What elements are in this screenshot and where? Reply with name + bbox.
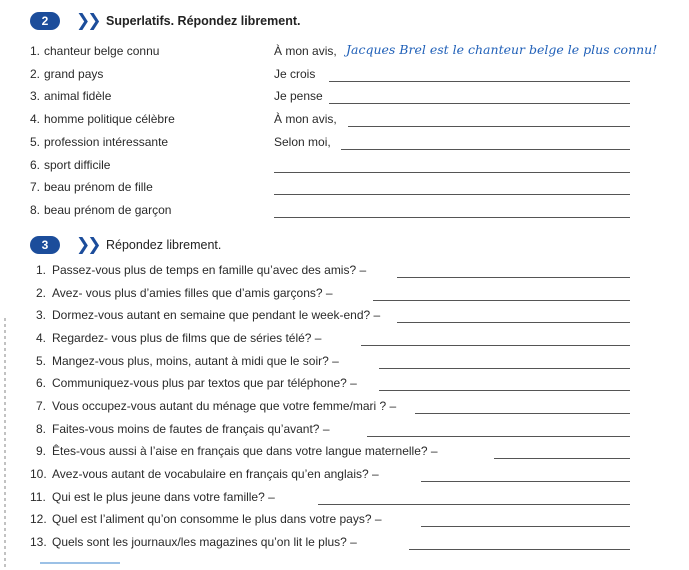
question-number: 8. bbox=[36, 421, 47, 436]
item-number: 2. bbox=[30, 66, 41, 81]
question-number: 6. bbox=[36, 376, 47, 391]
answer-line[interactable] bbox=[348, 112, 630, 127]
exercise-3-item bbox=[32, 399, 632, 415]
exercise-3-item bbox=[32, 308, 632, 324]
item-number: 5. bbox=[30, 134, 41, 149]
exercise-3-item bbox=[32, 376, 632, 392]
answer-line[interactable] bbox=[421, 467, 630, 482]
answer-line[interactable] bbox=[367, 422, 630, 437]
answer-line[interactable] bbox=[379, 376, 630, 391]
answer-line[interactable] bbox=[494, 444, 630, 459]
answer-line[interactable] bbox=[397, 263, 630, 278]
question-text: Quel est l’aliment qu’on consomme le plus dans votre pays? – bbox=[52, 512, 382, 527]
answer-line[interactable] bbox=[318, 490, 630, 505]
exercise-number-badge: 3 bbox=[30, 236, 60, 254]
question-number: 5. bbox=[36, 353, 47, 368]
answer-line[interactable] bbox=[373, 286, 630, 301]
answer-line[interactable] bbox=[329, 67, 630, 82]
answer-line[interactable] bbox=[379, 354, 630, 369]
exercise-3-item bbox=[32, 467, 632, 483]
item-prompt: chanteur belge connu bbox=[44, 44, 160, 58]
answer-starter: À mon avis, bbox=[274, 44, 337, 58]
double-chevron-right-icon: ❯❯ bbox=[76, 11, 99, 30]
exercise-3-item bbox=[32, 512, 632, 528]
answer-line[interactable] bbox=[415, 399, 630, 414]
exercise-2-header bbox=[30, 12, 430, 32]
exercise-2-item bbox=[30, 89, 635, 105]
exercise-2-item bbox=[30, 112, 635, 128]
exercise-3-item bbox=[32, 263, 632, 279]
item-prompt: beau prénom de garçon bbox=[44, 202, 172, 217]
question-text: Vous occupez-vous autant du ménage que votre femme/mari ? – bbox=[52, 398, 397, 413]
question-text: Quels sont les journaux/les magazines qu’on lit le plus? – bbox=[52, 534, 357, 549]
answer-line[interactable] bbox=[274, 180, 630, 195]
exercise-2-item bbox=[30, 203, 635, 219]
answer-starter: Je crois bbox=[274, 66, 316, 81]
item-prompt: profession intéressante bbox=[44, 134, 169, 149]
answer-line[interactable] bbox=[341, 135, 630, 150]
question-text: Qui est le plus jeune dans votre famille? – bbox=[52, 489, 275, 504]
question-text: Mangez-vous plus, moins, autant à midi que le soir? – bbox=[52, 353, 339, 368]
item-prompt: homme politique célèbre bbox=[44, 112, 175, 127]
item-number: 4. bbox=[30, 112, 41, 127]
answer-line[interactable] bbox=[274, 158, 630, 173]
question-text: Avez-vous autant de vocabulaire en français qu’en anglais? – bbox=[52, 466, 379, 481]
exercise-2-item bbox=[30, 180, 635, 196]
question-text: Dormez-vous autant en semaine que pendant le week-end? – bbox=[52, 308, 381, 323]
exercise-3-item bbox=[32, 354, 632, 370]
exercise-title: Répondez librement. bbox=[106, 238, 222, 252]
question-number: 7. bbox=[36, 398, 47, 413]
question-number: 9. bbox=[36, 444, 47, 459]
exercise-3-item bbox=[32, 286, 632, 302]
question-number: 10. bbox=[30, 466, 47, 481]
exercise-3-item bbox=[32, 535, 632, 551]
answer-line[interactable] bbox=[397, 308, 630, 323]
answer-line[interactable] bbox=[421, 512, 630, 527]
item-prompt: grand pays bbox=[44, 66, 104, 81]
answer-starter: Selon moi, bbox=[274, 134, 331, 149]
exercise-number-badge: 2 bbox=[30, 12, 60, 30]
exercise-2-item bbox=[30, 67, 635, 83]
item-prompt: sport difficile bbox=[44, 157, 111, 172]
exercise-3-item bbox=[32, 490, 632, 506]
question-number: 1. bbox=[36, 263, 47, 277]
answer-starter: Je pense bbox=[274, 89, 323, 104]
question-number: 12. bbox=[30, 512, 47, 527]
double-chevron-right-icon: ❯❯ bbox=[76, 235, 99, 254]
question-number: 13. bbox=[30, 534, 47, 549]
item-number: 3. bbox=[30, 89, 41, 104]
question-number: 3. bbox=[36, 308, 47, 323]
exercise-2-item bbox=[30, 42, 658, 60]
next-section-edge bbox=[40, 562, 120, 570]
exercise-3-header bbox=[30, 236, 430, 256]
question-number: 11. bbox=[30, 489, 46, 504]
item-number: 6. bbox=[30, 157, 41, 172]
item-number: 7. bbox=[30, 180, 41, 195]
question-number: 4. bbox=[36, 330, 47, 345]
exercise-2-item bbox=[30, 158, 635, 174]
question-text: Regardez- vous plus de films que de séries télé? – bbox=[52, 330, 322, 345]
exercise-3-item bbox=[32, 422, 632, 438]
answer-line[interactable] bbox=[361, 331, 631, 346]
exercise-3-item bbox=[32, 444, 632, 460]
exercise-title: Superlatifs. Répondez librement. bbox=[106, 14, 301, 28]
margin-copyright-text bbox=[1, 318, 9, 568]
handwritten-answer[interactable]: Jacques Brel est le chanteur belge le plus connu! bbox=[346, 42, 658, 57]
item-number: 8. bbox=[30, 202, 41, 217]
exercise-2-item bbox=[30, 135, 635, 151]
question-text: Communiquez-vous plus par textos que par téléphone? – bbox=[52, 376, 357, 391]
answer-line[interactable] bbox=[274, 203, 630, 218]
item-number: 1. bbox=[30, 44, 41, 58]
answer-starter: À mon avis, bbox=[274, 112, 337, 127]
answer-line[interactable] bbox=[329, 89, 630, 104]
question-text: Faites-vous moins de fautes de français qu’avant? – bbox=[52, 421, 330, 436]
item-prompt: animal fidèle bbox=[44, 89, 112, 104]
answer-line[interactable] bbox=[409, 535, 630, 550]
question-number: 2. bbox=[36, 285, 47, 300]
exercise-3-item bbox=[32, 331, 632, 347]
question-text: Êtes-vous aussi à l’aise en français que dans votre langue maternelle? – bbox=[52, 444, 438, 459]
question-text: Avez- vous plus d’amies filles que d’amis garçons? – bbox=[52, 285, 333, 300]
item-prompt: beau prénom de fille bbox=[44, 180, 153, 195]
question-text: Passez-vous plus de temps en famille qu’avec des amis? – bbox=[52, 263, 367, 277]
